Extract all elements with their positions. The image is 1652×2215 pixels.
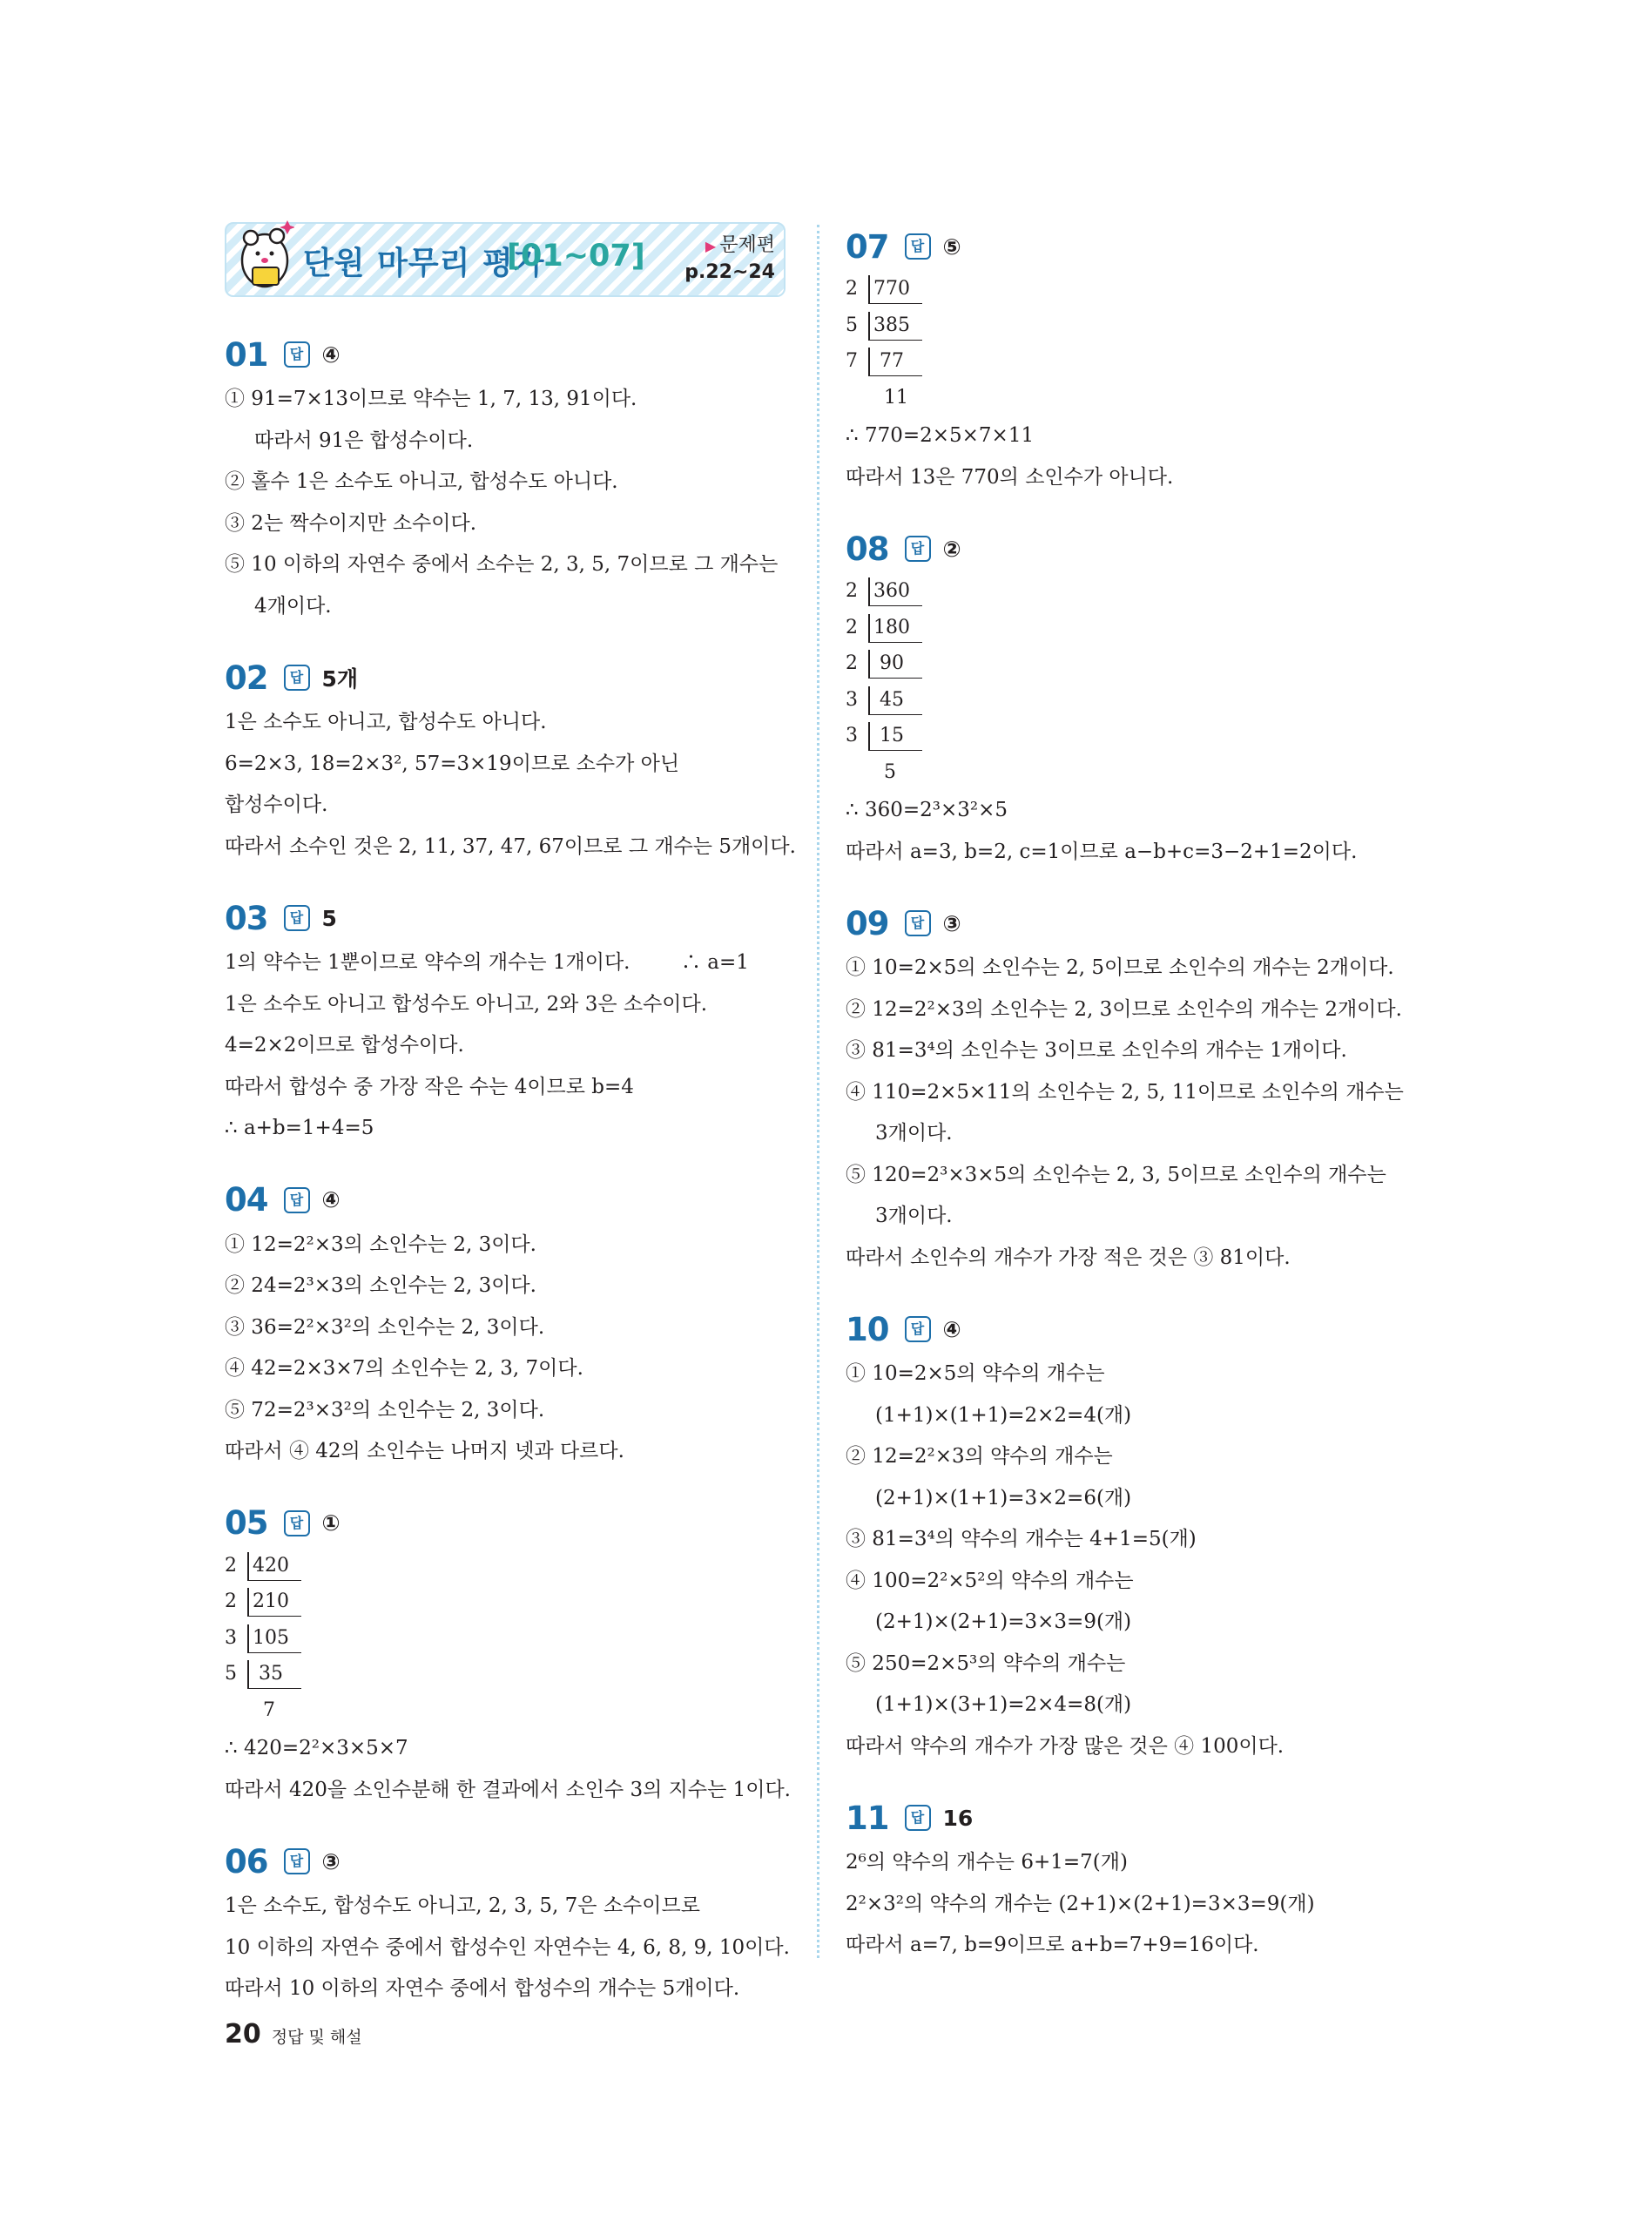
solution-line: ② 홀수 1은 소수도 아니고, 합성수도 아니다. [225,470,618,493]
problem-header [225,1837,782,1886]
dividend: 45 [868,686,922,715]
division-quotient: 7 [263,1698,275,1721]
division-row [846,573,1420,610]
page-number: 20 [225,2019,261,2050]
answer-badge: 답 [284,1848,310,1874]
dividend: 420 [247,1552,301,1581]
solution-line: ④ 42=2×3×7의 소인수는 2, 3, 7이다. [225,1357,583,1380]
answer-value: ④ [321,341,341,368]
solution-line: ② 12=2²×3의 약수의 개수는 [846,1445,1113,1468]
left-problem-list [225,330,796,2010]
division-row [846,307,1420,344]
solution-line: ② 24=2³×3의 소인수는 2, 3이다. [225,1274,536,1297]
solution-line: ∴ 420=2²×3×5×7 [225,1737,408,1759]
problem-number: 04 [225,1181,268,1219]
banner-range: [01~07] [507,239,645,273]
answer-badge: 답 [284,341,310,368]
solution-line: (1+1)×(1+1)=2×2=4(개) [875,1403,1132,1427]
solution-line: ⑤ 72=2³×3²의 소인수는 2, 3이다. [225,1398,545,1422]
answer-value: 5 [321,905,337,931]
problem-number: 01 [225,335,268,374]
solution-line: ④ 100=2²×5²의 약수의 개수는 [846,1569,1134,1592]
dividend: 105 [247,1624,301,1653]
division-row [846,645,1420,682]
banner-ref-pages: p.22~24 [684,261,775,283]
divisor: 3 [846,725,858,746]
solution-line: ① 91=7×13이므로 약수는 1, 7, 13, 91이다. [225,388,637,410]
problem-number: 11 [846,1799,889,1837]
footer-label: 정답 및 해설 [271,2028,362,2047]
answer-badge: 답 [905,1805,931,1831]
right-column [846,222,1420,1993]
problem-number: 08 [846,530,889,568]
problem-number: 02 [225,658,268,697]
solution-line: 따라서 a=7, b=9이므로 a+b=7+9=16이다. [846,1934,1259,1956]
column-divider [817,225,819,1958]
problem-01 [225,330,782,627]
problem-header [846,1793,1420,1842]
dividend: 15 [868,722,922,751]
solution-line: 따라서 소인수의 개수가 가장 적은 것은 ③ 81이다. [846,1246,1291,1269]
solution-line: ③ 2는 짝수이지만 소수이다. [225,511,477,535]
solution-line: ① 10=2×5의 약수의 개수는 [846,1362,1105,1385]
solution-line: ∴ 770=2×5×7×11 [846,424,1035,447]
problem-header [846,524,1420,573]
problem-header [846,899,1420,948]
division-quotient: 5 [884,760,896,783]
answer-badge: 답 [905,910,931,936]
dividend: 385 [868,312,922,341]
problem-04 [225,1176,782,1473]
problem-03 [225,894,782,1150]
divisor: 2 [846,616,858,638]
problem-header [225,1499,782,1548]
solution-line: 3개이다. [875,1205,953,1227]
solution-line: ① 10=2×5의 소인수는 2, 5이므로 소인수의 개수는 2개이다. [846,956,1394,979]
divisor: 2 [225,1554,237,1577]
solution-line: 1은 소수도 아니고 합성수도 아니고, 2와 3은 소수이다. [225,992,708,1016]
problem-header [846,1305,1420,1354]
banner-ref-label: 문제편 [719,234,775,256]
answer-badge: 답 [284,1510,310,1536]
solution-line: 4=2×2이므로 합성수이다. [225,1034,464,1057]
mascot-icon [233,215,294,294]
dividend: 210 [247,1588,301,1617]
problem-number: 09 [846,904,889,942]
solution-line: 따라서 합성수 중 가장 작은 수는 4이므로 b=4 [225,1075,634,1098]
answer-badge: 답 [284,905,310,931]
dividend: 180 [868,614,922,643]
problem-11 [846,1793,1420,1967]
solution-line: 따라서 a=3, b=2, c=1이므로 a−b+c=3−2+1=2이다. [846,840,1358,863]
answer-value: ⑤ [942,233,961,260]
left-column [225,222,796,2036]
answer-value: ③ [942,910,961,936]
solution-line: ② 12=2²×3의 소인수는 2, 3이므로 소인수의 개수는 2개이다. [846,997,1402,1021]
page-footer [225,2019,362,2050]
problem-header [225,653,782,702]
solution-line: ⑤ 250=2×5³의 약수의 개수는 [846,1651,1126,1675]
solution-line: 2²×3²의 약수의 개수는 (2+1)×(2+1)=3×3=9(개) [846,1892,1315,1915]
answer-badge: 답 [905,233,931,260]
dividend: 77 [868,348,922,376]
problem-number: 10 [846,1310,889,1348]
problem-07 [846,222,1420,498]
problem-08 [846,524,1420,873]
unit-review-banner [225,222,786,297]
answer-value: 5개 [321,666,359,692]
solution-line: 1의 약수는 1뿐이므로 약수의 개수는 1개이다. ∴ a=1 [225,951,749,974]
answer-value: ③ [321,1848,341,1874]
answer-value: 16 [942,1805,974,1831]
divisor: 5 [846,314,858,336]
problem-header [225,894,782,942]
solution-line: ④ 110=2×5×11의 소인수는 2, 5, 11이므로 소인수의 개수는 [846,1080,1404,1104]
solution-line: 2⁶의 약수의 개수는 6+1=7(개) [846,1851,1128,1874]
division-row [846,271,1420,307]
solution-line: 1은 소수도, 합성수도 아니고, 2, 3, 5, 7은 소수이므로 [225,1894,700,1917]
division-row [225,1656,782,1692]
solution-line: 3개이다. [875,1122,953,1145]
solution-line: 따라서 약수의 개수가 가장 많은 것은 ④ 100이다. [846,1734,1285,1758]
solution-line: ⑤ 10 이하의 자연수 중에서 소수는 2, 3, 5, 7이므로 그 개수는 [225,553,779,576]
solution-line: 따라서 10 이하의 자연수 중에서 합성수의 개수는 5개이다. [225,1977,740,2000]
division-row [846,718,1420,754]
solution-line: ③ 36=2²×3²의 소인수는 2, 3이다. [225,1315,545,1339]
divisor: 2 [225,1590,237,1612]
problem-09 [846,899,1420,1279]
answer-badge: 답 [284,665,310,691]
solution-line: 따라서 소수인 것은 2, 11, 37, 47, 67이므로 그 개수는 5개이다. [225,834,796,858]
divisor: 5 [225,1663,237,1685]
solution-line: ① 12=2²×3의 소인수는 2, 3이다. [225,1232,536,1256]
division-row [846,343,1420,380]
dividend: 35 [247,1660,301,1689]
answer-value: ① [321,1510,341,1536]
answer-badge: 답 [284,1187,310,1213]
solution-line: ③ 81=3⁴의 소인수는 3이므로 소인수의 개수는 1개이다. [846,1039,1347,1062]
answer-badge: 답 [905,536,931,562]
banner-title: 단원 마무리 평가 [303,246,545,281]
divisor: 2 [846,652,858,674]
problem-header [846,222,1420,271]
division-row [225,1620,782,1657]
solution-line: 1은 소수도 아니고, 합성수도 아니다. [225,711,547,733]
problem-header [225,1176,782,1225]
divisor: 2 [846,278,858,300]
problem-05 [225,1499,791,1812]
solution-line: (1+1)×(3+1)=2×4=8(개) [875,1693,1132,1716]
divisor: 3 [225,1626,237,1649]
problem-02 [225,653,796,868]
dividend: 770 [868,275,922,304]
division-row [225,1548,782,1584]
solution-line: 6=2×3, 18=2×3², 57=3×19이므로 소수가 아닌 [225,752,680,775]
solution-line: ③ 81=3⁴의 약수의 개수는 4+1=5(개) [846,1528,1197,1550]
problem-number: 03 [225,899,268,937]
solution-line: 따라서 ④ 42의 소인수는 나머지 넷과 다르다. [225,1440,624,1462]
solution-line: ∴ 360=2³×3²×5 [846,799,1008,821]
solution-line: (2+1)×(1+1)=3×2=6(개) [875,1486,1132,1509]
triangle-arrow-icon: ▶ [705,238,717,254]
division-row [225,1584,782,1620]
division-quotient: 11 [884,386,908,409]
right-problem-list [846,222,1420,1967]
problem-number: 05 [225,1504,268,1542]
problem-number: 07 [846,227,889,266]
division-row [846,682,1420,719]
problem-number: 06 [225,1842,268,1881]
answer-value: ④ [942,1316,961,1342]
solution-line: 따라서 91은 합성수이다. [254,429,474,452]
problem-header [225,330,782,379]
solution-line: ∴ a+b=1+4=5 [225,1117,374,1139]
answer-badge: 답 [905,1316,931,1342]
divisor: 2 [846,580,858,602]
dividend: 360 [868,577,922,606]
solution-line: 10 이하의 자연수 중에서 합성수인 자연수는 4, 6, 8, 9, 10이다. [225,1935,790,1959]
solution-line: ⑤ 120=2³×3×5의 소인수는 2, 3, 5이므로 소인수의 개수는 [846,1163,1386,1186]
answer-value: ④ [321,1187,341,1212]
division-row [846,610,1420,646]
problem-10 [846,1305,1420,1767]
answer-value: ② [942,536,961,562]
banner-reference [684,233,775,286]
solution-line: 따라서 13은 770의 소인수가 아니다. [846,465,1174,489]
solution-line: 4개이다. [254,594,332,618]
solution-line: (2+1)×(2+1)=3×3=9(개) [875,1611,1132,1633]
problem-06 [225,1837,790,2010]
dividend: 90 [868,650,922,679]
solution-line: 따라서 420을 소인수분해 한 결과에서 소인수 3의 지수는 1이다. [225,1778,791,1801]
solution-line: 합성수이다. [225,793,328,816]
divisor: 3 [846,688,858,711]
divisor: 7 [846,350,858,372]
